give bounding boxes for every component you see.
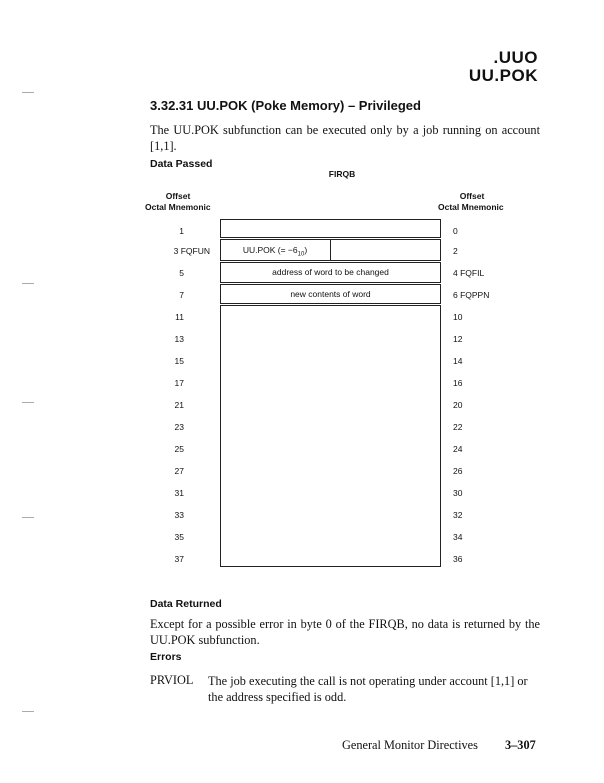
right-offset-24: 24 <box>453 444 463 454</box>
margin-mark <box>22 402 34 403</box>
intro-paragraph: The UU.POK subfunction can be executed only by a job running on account [1,1]. <box>150 123 540 153</box>
section-title: 3.32.31 UU.POK (Poke Memory) – Privileged <box>150 98 421 113</box>
left-offset-37: 37 <box>174 554 184 564</box>
errors-heading: Errors <box>150 651 182 663</box>
left-offset-header: Offset <box>165 191 191 201</box>
fqppn-field: new contents of word <box>290 289 371 299</box>
right-offset-4: 4 FQFIL <box>453 268 485 278</box>
footer-chapter: General Monitor Directives <box>342 738 478 752</box>
left-offset-21: 21 <box>174 400 184 410</box>
margin-mark <box>22 283 34 284</box>
right-offset-32: 32 <box>453 510 463 520</box>
data-passed-heading: Data Passed <box>150 158 213 170</box>
left-offset-31: 31 <box>174 488 184 498</box>
error-description: The job executing the call is not operating under account [1,1] or the address specified is odd. <box>208 674 528 704</box>
right-offset-10: 10 <box>453 312 463 322</box>
right-offset-34: 34 <box>453 532 463 542</box>
right-mnemonic-header: Octal Mnemonic <box>438 202 504 212</box>
right-offset-26: 26 <box>453 466 463 476</box>
left-offset-27: 27 <box>174 466 184 476</box>
margin-mark <box>22 517 34 518</box>
fqfil-field: address of word to be changed <box>272 267 389 277</box>
right-offset-2: 2 <box>453 246 458 256</box>
left-mnemonic-header: Octal Mnemonic <box>145 202 211 212</box>
fqfun-byte-divider <box>330 239 331 261</box>
left-offset-1: 1 <box>179 226 184 236</box>
left-offset-17: 17 <box>174 378 184 388</box>
right-offset-22: 22 <box>453 422 463 432</box>
firqb-unused-area <box>220 305 441 567</box>
right-offset-36: 36 <box>453 554 463 564</box>
left-offset-5: 5 <box>179 268 184 278</box>
margin-mark <box>22 711 34 712</box>
right-offset-header: Offset <box>459 191 485 201</box>
left-offset-35: 35 <box>174 532 184 542</box>
header-subfunction: UU.POK <box>468 66 538 85</box>
firqb-title: FIRQB <box>328 169 356 179</box>
footer-page-number: 3–307 <box>505 738 536 752</box>
right-offset-6: 6 FQPPN <box>453 290 490 300</box>
left-offset-7: 7 <box>179 290 184 300</box>
right-offset-14: 14 <box>453 356 463 366</box>
right-offset-12: 12 <box>453 334 463 344</box>
fqfun-value: UU.POK (= $-6_{10}$) <box>242 245 308 258</box>
left-offset-11: 11 <box>175 312 184 322</box>
left-offset-25: 25 <box>174 444 184 454</box>
left-offset-23: 23 <box>174 422 184 432</box>
margin-mark <box>22 92 34 93</box>
data-returned-heading: Data Returned <box>150 598 222 610</box>
left-offset-33: 33 <box>174 510 184 520</box>
header-directive: .UUO <box>493 48 538 67</box>
data-returned-text: Except for a possible error in byte 0 of the FIRQB, no data is returned by the UU.POK subfunction. <box>150 617 540 647</box>
right-offset-0: 0 <box>453 226 458 236</box>
left-offset-15: 15 <box>174 356 184 366</box>
right-offset-30: 30 <box>453 488 463 498</box>
left-offset-13: 13 <box>174 334 184 344</box>
right-offset-20: 20 <box>453 400 463 410</box>
error-code: PRVIOL <box>150 673 194 687</box>
firqb-row-1-0 <box>220 219 441 238</box>
left-offset-3: 3 FQFUN <box>173 246 210 256</box>
right-offset-16: 16 <box>453 378 463 388</box>
